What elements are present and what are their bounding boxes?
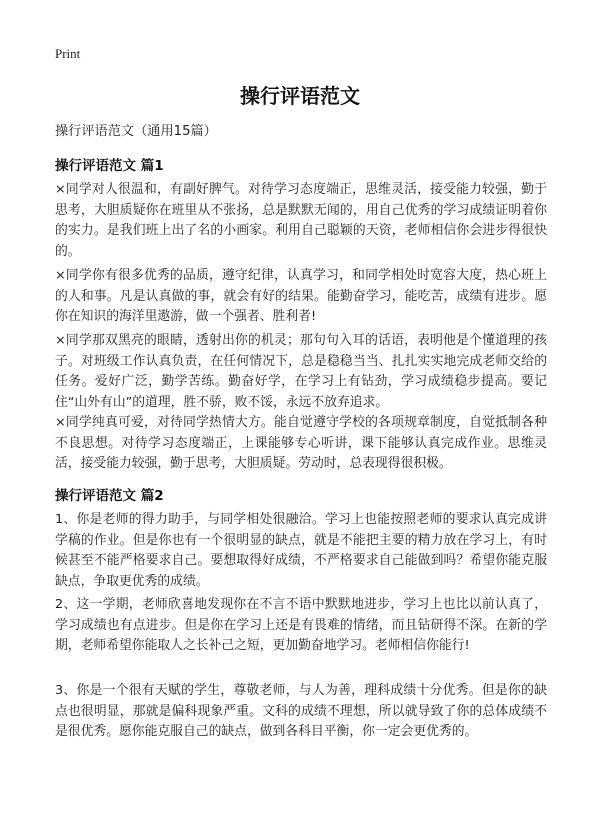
section-1-paragraph-4: ×同学纯真可爱，对待同学热情大方。能自觉遵守学校的各项规章制度，自觉抵制各种不良思想。对待学习态度端正，上课能够专心听讲，课下能够认真完成作业。思维灵活，接受能力较强，勤于思考，大胆质疑。劳动时，总表现得很积极。: [55, 415, 547, 471]
section-2-paragraph-2: 2、这一学期，老师欣喜地发现你在不言不语中默默地进步，学习上也比以前认真了，学习成绩也有点进步。但是你在学习上还是有畏难的情绪，而且钻研得不深。在新的学期，老师希望你能取人之长补己之短，更加勤奋地学习。老师相信你能行!: [55, 597, 547, 653]
section-2-paragraph-1: 1、你是老师的得力助手，与同学相处很融洽。学习上也能按照老师的要求认真完成讲学稿的作业。但是你也有一个很明显的缺点，就是不能把主要的精力放在学习上，有时候甚至不能严格要求自己。要想取得好成绩，不严格要求自己能做到吗？希望你能克服缺点，争取更优秀的成绩。: [55, 512, 547, 589]
section-heading-1: 操行评语范文 篇1: [55, 158, 164, 174]
section-1-paragraph-2: ×同学你有很多优秀的品质，遵守纪律，认真学习，和同学相处时宽容大度，热心班上的人和事。凡是认真做的事，就会有好的结果。能勤奋学习，能吃苦，成绩有进步。愿你在知识的海洋里遨游，做一个强者、胜利者!: [55, 268, 547, 324]
section-heading-2: 操行评语范文 篇2: [55, 488, 164, 504]
print-link[interactable]: Print: [55, 46, 81, 61]
section-1-paragraph-3: ×同学那双黑亮的眼睛，透射出你的机灵；那句句入耳的话语，表明他是个懂道理的孩子。对班级工作认真负责，在任何情况下，总是稳稳当当、扎扎实实地完成老师交给的任务。爱好广泛，勤学苦练。勤奋好学，在学习上有钻劲，学习成绩稳步提高。要记住“山外有山”的道理，胜不骄，败不馁，永远不放弃追求。: [55, 333, 547, 410]
section-2-paragraph-3: 3、你是一个很有天赋的学生，尊敬老师，与人为善，理科成绩十分优秀。但是你的缺点也很明显，那就是偏科现象严重。文科的成绩不理想，所以就导致了你的总体成绩不是很优秀。愿你能克服自己的缺点，做到各科目平衡，你一定会更优秀的。: [55, 683, 547, 739]
page-title: 操行评语范文: [240, 84, 360, 108]
section-1-paragraph-1: ×同学对人很温和，有副好脾气。对待学习态度端正，思维灵活，接受能力较强，勤于思考，大胆质疑你在班里从不张扬，总是默默无闻的，用自己优秀的学习成绩证明着你的实力。是我们班上出了名的小画家。利用自己聪颖的天资，老师相信你会进步得很快的。: [55, 182, 547, 259]
page-subtitle: 操行评语范文（通用15篇）: [55, 124, 217, 139]
